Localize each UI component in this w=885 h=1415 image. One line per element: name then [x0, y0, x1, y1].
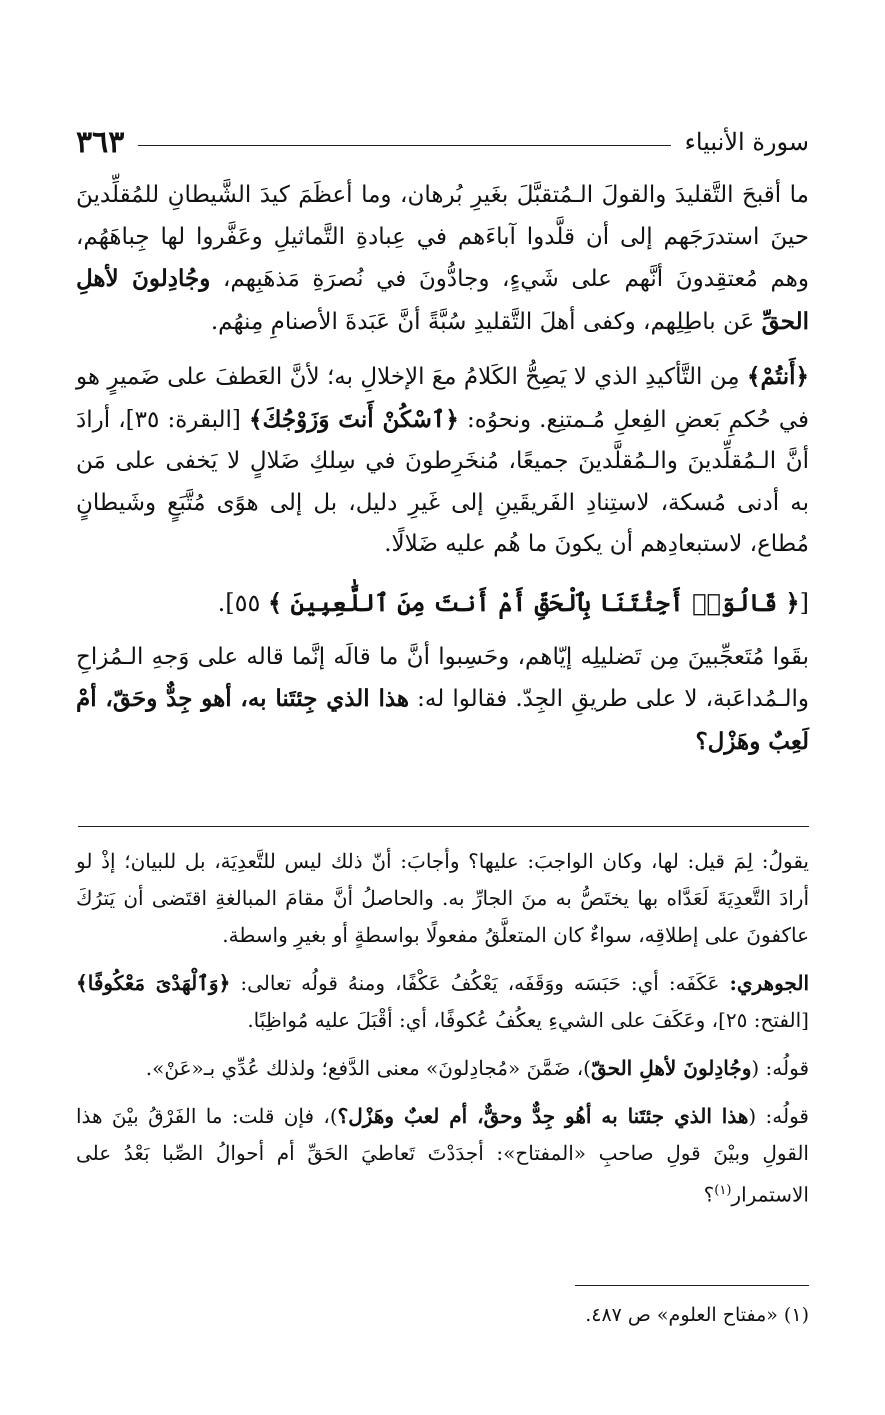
- paragraph-1-bold: وجُادِلونَ لأهلِ الحقِّ: [76, 265, 809, 335]
- footnote-reference[interactable]: (١): [714, 1183, 732, 1198]
- verse-text: ﴿ قَالُوٓا۟ أَجِئْتَنَا بِٱلْحَقِّ أَمْ أَنتَ مِنَ ٱللَّٰعِبِينَ ﴾: [268, 587, 800, 617]
- footnote-1: (١) «مفتاح العلوم» ص ٤٨٧.: [585, 1304, 809, 1326]
- commentary-2-text-b: [الفتح: ٢٥]، وعَكَفَ على الشيءِ يعكُفُ عُكوفًا، أي: أقْبَلَ عليه مُواظِبًا.: [247, 1008, 809, 1032]
- commentary-4-bold: هذا الذي جئتَنا به أهُو جِدٌّ وحقٌّ، أم لعبٌ وهَزْل؟: [337, 1104, 749, 1128]
- paragraph-3-text: بقَوا مُتَعجِّبينَ مِن تَضليلِه إيّاهم، وحَسِبوا أنَّ ما قالَه إنَّما قاله على وَجهِ الـمُزاحِ والـمُداعَبة، لا على طريقِ الجِدّ. فقالوا له:: [76, 643, 809, 712]
- commentary-4: قولُه: (هذا الذي جئتَنا به أهُو جِدٌّ وحقٌّ، أم لعبٌ وهَزْل؟)، فإن قلت: ما الفَرْقُ بيْنَ هذا القولِ وبيْنَ قولِ صاحبِ «المفتاح»: أجدَدْتَ تَعاطيَ الحَقِّ أم أحوالُ الصِّبا بَعْدُ على الاستمرار$^{(١)}$؟: [76, 1104, 809, 1207]
- paragraph-1-text: ما أقبحَ التَّقليدَ والقولَ الـمُتقبَّلَ بغَيرِ بُرهان، وما أعظَمَ كيدَ الشَّيطانِ للمُقلِّدينَ حينَ استدرَجَهم إلى أن قلَّدوا آباءَهم في عِبادةِ التَّماثيلِ وعَفَّروا لها جِباهَهُم، وهم مُعتقِدونَ أنَّهم على شَيءٍ، وجادُّونَ في نُصرَةِ مَذهَبِهم،: [76, 182, 810, 292]
- commentary-3: قولُه: (وجُادِلونَ لأهلِ الحقّ)، ضَمَّنَ «مُجادِلونَ» معنى الدَّفع؛ ولذلك عُدِّي بـ«عَنْ».: [145, 1056, 809, 1080]
- page-header: [76, 122, 809, 162]
- commentary-section: [76, 843, 809, 1214]
- verse-number: ٥٥].: [217, 588, 261, 617]
- commentary-2-text-a: عَكَفَه: أي: حَبَسَه ووَقَفَه، يَعْكُفُ عَكْفًا، ومنهُ قولُه تعالى:: [240, 971, 720, 995]
- commentary-divider: [78, 826, 809, 827]
- paragraph-3: [76, 637, 809, 764]
- verse-open-bracket: [: [799, 588, 809, 617]
- commentary-2-quran: ﴿وَٱلْهَدْىَ مَعْكُوفًا﴾: [76, 971, 231, 995]
- commentary-2-author: الجوهري:: [729, 971, 809, 995]
- commentary-4-lead: قولُه: (: [748, 1104, 809, 1128]
- quran-quote-antum: ﴿أَنتُمْ﴾: [747, 363, 810, 390]
- commentary-3-lead: قولُه: (: [751, 1056, 809, 1080]
- paragraph-2-text-b: [البقرة: ٣٥]، أرادَ أنَّ الـمُقلِّدينَ والـمُقلَّدينَ جميعًا، مُنخَرِطونَ في سِلكِ ضَلالٍ لا يَخفى على مَن به أدنى مُسكة، لاستِنادِ الفَريقَينِ إلى غَيرِ دليل، بل إلى هوًى مُتَّبَعٍ وشَيطانٍ مُطاع، لاستبعادِهم أن يكونَ ما هُم عليه ضَلالًا.: [76, 406, 809, 557]
- paragraph-1-end: عَن باطِلِهم، وكفى أهلَ التَّقليدِ سُبَّةً أنَّ عَبَدةَ الأصنامِ مِنهُم.: [210, 308, 755, 335]
- quran-quote-uskun: ﴿ٱسْكُنْ أَنتَ وَزَوْجُكَ﴾: [249, 405, 459, 433]
- page-number: ٣٦٣: [76, 124, 125, 160]
- paragraph-2: [76, 356, 809, 566]
- verse-heading: [76, 582, 809, 624]
- commentary-2: [76, 965, 809, 1039]
- commentary-4-end: ؟: [703, 1182, 715, 1207]
- chapter-title: سورة الأنبياء: [684, 128, 809, 156]
- footnote-divider: [575, 1285, 809, 1286]
- paragraph-2-text-a: مِن التَّأكيدِ الذي لا يَصِحُّ الكَلامُ معَ الإخلالِ به؛ لأنَّ العَطفَ على ضَميرٍ هو في حُكمِ بَعضِ الفِعلِ مُـمتنِع. ونحوُه:: [76, 364, 810, 433]
- paragraph-3-bold: هذا الذي جِئتَنا به، أهو جِدٌّ وحَقّ، أمْ لَعِبٌ وهَزْل؟: [76, 685, 809, 755]
- header-rule: [138, 145, 670, 146]
- commentary-3-bold: وجُادِلونَ لأهلِ الحقّ: [590, 1056, 752, 1080]
- commentary-1: يقولُ: لِمَ قيل: لها، وكان الواجبَ: عليها؟ وأجابَ: أنّ ذلك ليس للتَّعدِيَة، بل للبيان؛ إذْ لو أرادَ التَّعدِيَةَ لَعَدَّاه بها يختَصُّ به منَ الجارِّ به. والحاصلُ أنَّ مقامَ المبالغةِ اقتَضى أن يَترُكَ عاكفونَ على إطلاقِه، سواءٌ كان المتعلَّقُ مفعولًا بواسطةٍ أو بغيرِ واسطة.: [76, 849, 809, 947]
- commentary-4-text: ، فإن قلت: ما الفَرْقُ بيْنَ هذا القولِ وبيْنَ قولِ صاحبِ «المفتاح»: أجدَدْتَ تَعاطيَ الحَقِّ أم أحوالُ الصِّبا بَعْدُ على الاستمرار: [76, 1104, 809, 1207]
- main-text: [76, 175, 809, 763]
- paragraph-1: [76, 175, 809, 343]
- commentary-3-text: ، ضَمَّنَ «مُجادِلونَ» معنى الدَّفع؛ ولذلك عُدِّي بـ«عَنْ».: [145, 1056, 584, 1080]
